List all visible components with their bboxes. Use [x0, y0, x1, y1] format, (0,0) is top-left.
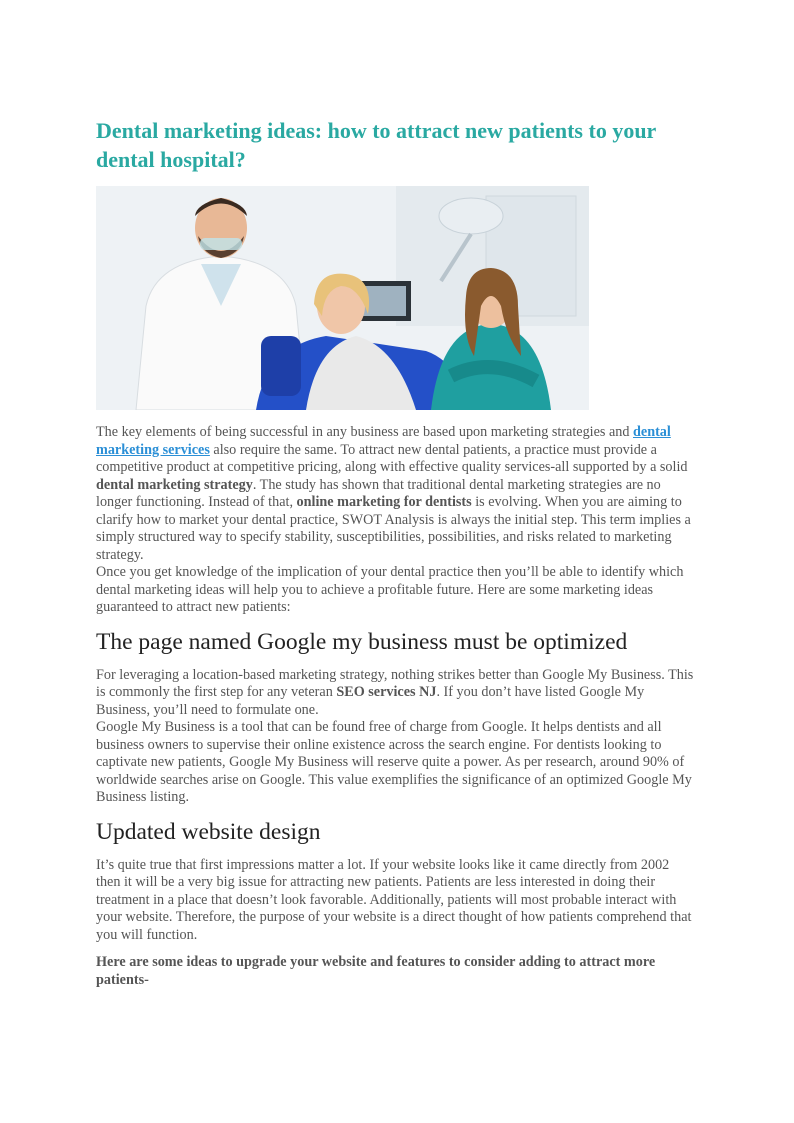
dental-lamp-icon: [439, 198, 503, 234]
gmb-paragraph-1: [96, 667, 696, 720]
section-heading-google-my-business: The page named Google my business must be optimized: [96, 628, 628, 655]
dental-clinic-illustration: [96, 186, 589, 410]
intro-text-c: . The study has shown that traditional dental marketing strategies are no longer functioning. Instead of that,: [96, 476, 661, 510]
website-ideas-lead: Here are some ideas to upgrade your website and features to consider adding to attract more patients-: [96, 954, 656, 988]
intro-text-d: is evolving. When you are aiming to clarify how to market your dental practice, SWOT Analysis is always the initial step. This term implies a simply structured way to specify stability, susceptibilities, possibilities, and risks related to marketing strategy.: [96, 494, 691, 563]
intro-text-b: also require the same. To attract new dental patients, a practice must provide a competitive product at competitive pricing, along with effective quality services-all supported by a solid: [96, 441, 688, 475]
section-heading-website-design: Updated website design: [96, 818, 321, 845]
article: [96, 116, 696, 989]
intro-text-a: The key elements of being successful in any business are based upon marketing strategies and: [96, 424, 633, 440]
intro-bold-online: online marketing for dentists: [296, 494, 472, 510]
hero-image: [96, 186, 589, 410]
gmb-text-b: . If you don’t have listed Google My Business, you’ll need to formulate one.: [96, 684, 645, 718]
gmb-text-a: For leveraging a location-based marketing strategy, nothing strikes better than Google My Business. This is commonly the first step for any veteran: [96, 666, 694, 700]
website-paragraph-1: It’s quite true that first impressions matter a lot. If your website looks like it came directly from 2002 then it will be a very big issue for attracting new patients. Patients are less interested in doing their treatment in a place that doesn’t look favorable. Additionally, patients will most probable interact with your website. Therefore, the purpose of your website is a direct thought of how patients comprehend that you will function.: [96, 856, 692, 943]
dental-marketing-services-link[interactable]: dental marketing services: [96, 424, 671, 458]
gmb-bold-seo: SEO services NJ: [336, 684, 437, 700]
intro-bold-strategy: dental marketing strategy: [96, 476, 253, 493]
article-title: Dental marketing ideas: how to attract new patients to your dental hospital?: [96, 118, 656, 172]
gmb-paragraph-2: Google My Business is a tool that can be found free of charge from Google. It helps dentists and all business owners to supervise their online existence across the search engine. For dentists looking to captivate new patients, Google My Business will reserve quite a power. As per research, around 90% of worldwide searches arise on Google. This value exemplifies the significance of an optimized Google My Business listing.: [96, 719, 692, 805]
intro-paragraph-2: Once you get knowledge of the implication of your dental practice then you’ll be able to identify which dental marketing ideas will help you to achieve a profitable future. Here are some marketing ideas guaranteed to attract new patients:: [96, 564, 684, 615]
intro-paragraph-1: [96, 424, 696, 564]
